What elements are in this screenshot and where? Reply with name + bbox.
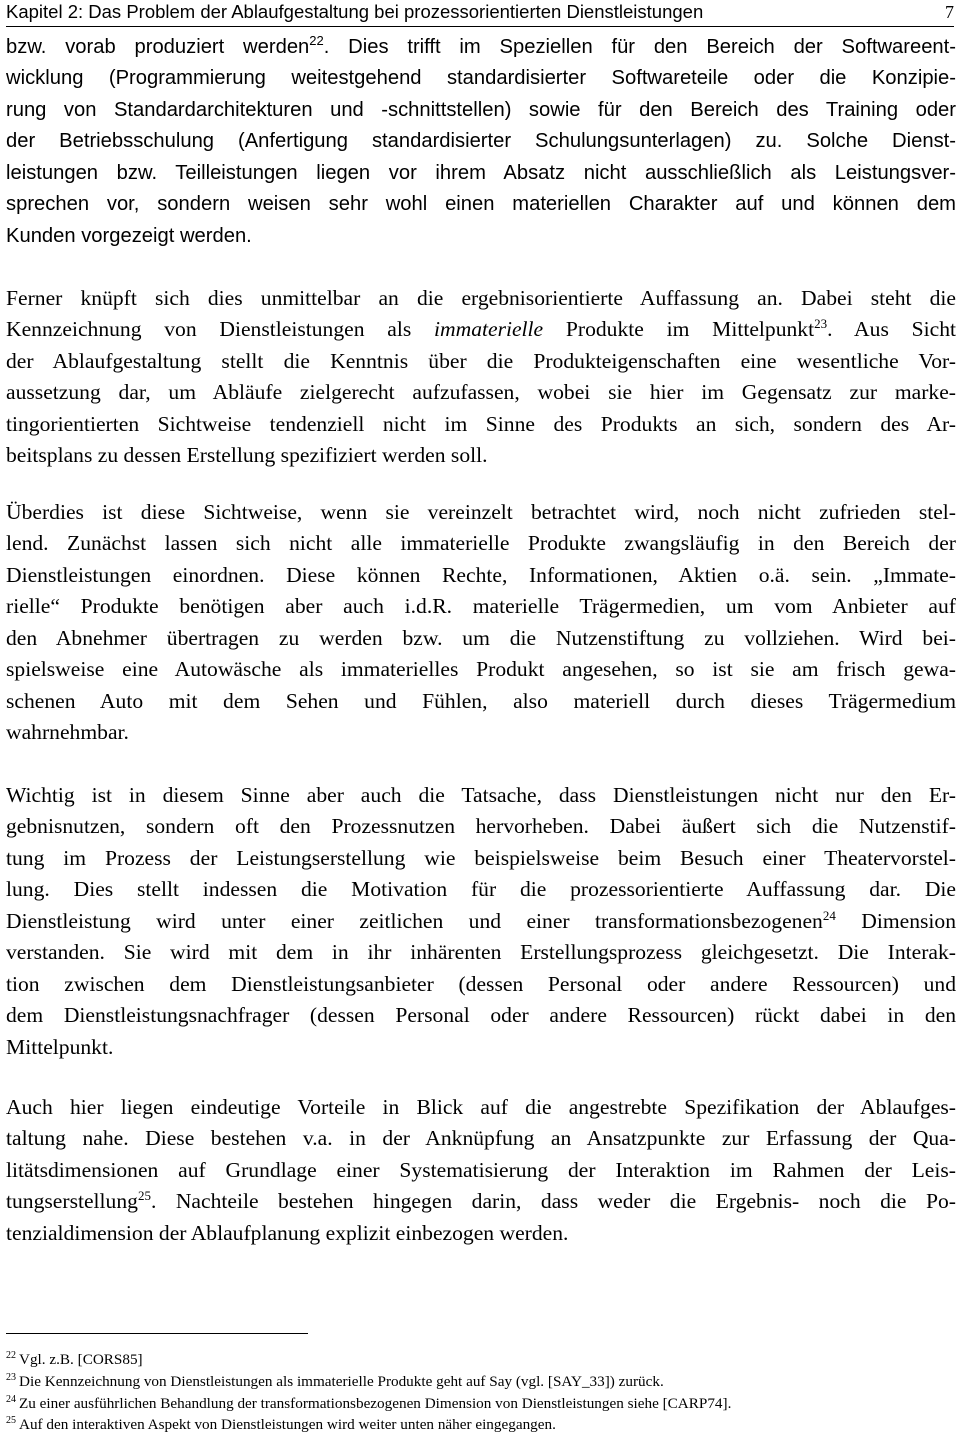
- footnotes: [6, 1349, 956, 1436]
- text-segment: tion zwischen dem Dienstleistungsanbieter (dessen Personal oder andere Ressourcen) und: [6, 971, 956, 996]
- text-segment: schenen Auto mit dem Sehen und Fühlen, also materiell durch dieses Trägermedium: [6, 688, 956, 713]
- text-line: [6, 314, 956, 345]
- text-segment: tung im Prozess der Leistungserstellung wie beispielsweise beim Besuch einer Theatervorstel-: [6, 845, 956, 870]
- footnote: [6, 1349, 956, 1371]
- footnote-text: Vgl. z.B. [CORS85]: [19, 1351, 143, 1368]
- footnote-text: Die Kennzeichnung von Dienstleistungen als immaterielle Produkte geht auf Say (vgl. [SAY_33]) zurück.: [19, 1372, 664, 1390]
- text-line: [6, 906, 956, 937]
- text-segment: Produkte im Mittelpunkt: [543, 317, 815, 342]
- paragraph: [6, 283, 956, 472]
- text-segment: wicklung (Programmierung weitestgehend standardisierter Softwareteile oder die Konzipie-: [6, 67, 956, 90]
- page-number: 7: [945, 2, 954, 22]
- text-segment: rung von Standardarchitekturen und -schnittstellen) sowie für den Bereich des Training oder: [6, 98, 956, 121]
- text-line: [6, 346, 956, 377]
- text-segment: Mittelpunkt.: [6, 1034, 114, 1059]
- text-segment: Kunden vorgezeigt werden.: [6, 224, 252, 247]
- text-segment: lung. Dies stellt indessen die Motivation für die prozessorientierte Auffassung dar. Die: [6, 877, 956, 902]
- text-line: [6, 283, 956, 314]
- text-line: [6, 1032, 956, 1063]
- text-line: [6, 189, 956, 220]
- paragraph: [6, 497, 956, 749]
- footnote-text: Auf den interaktiven Aspekt von Dienstleistungen wird weiter unten näher eingegangen.: [19, 1416, 556, 1434]
- text-line: [6, 497, 956, 528]
- footnote-ref: 22: [309, 33, 324, 48]
- text-segment: beitsplans zu dessen Erstellung spezifiziert werden soll.: [6, 443, 488, 468]
- text-segment: Dienstleistung wird unter einer zeitlichen und einer transformationsbezogenen: [6, 908, 823, 933]
- text-segment: verstanden. Sie wird mit dem in ihr inhärenten Erstellungsprozess gleichgesetzt. Die Interak-: [6, 940, 956, 965]
- text-segment: Überdies ist diese Sichtweise, wenn sie vereinzelt betrachtet wird, noch nicht zufrieden stel-: [6, 500, 956, 524]
- footnote-separator: [6, 1333, 308, 1334]
- text-segment: Dienstleistungen einordnen. Diese können Rechte, Informationen, Aktien o.ä. sein. „Immate-: [6, 562, 956, 587]
- footnote-number: 22: [6, 1350, 16, 1361]
- text-line: [6, 377, 956, 408]
- text-segment: den Abnehmer übertragen zu werden bzw. um die Nutzenstiftung zu vollziehen. Wird bei-: [6, 625, 956, 650]
- footnote: [6, 1371, 956, 1393]
- emphasized-text: immaterielle: [434, 317, 544, 342]
- text-line: [6, 686, 956, 717]
- text-segment: tenzialdimension der Ablaufplanung explizit einbezogen werden.: [6, 1220, 569, 1245]
- text-segment: . Aus Sicht: [827, 317, 956, 342]
- text-line: [6, 528, 956, 559]
- text-line: [6, 1092, 956, 1123]
- footnote-ref: 25: [137, 1188, 151, 1204]
- paragraph: [6, 32, 956, 252]
- running-header: [6, 0, 954, 27]
- text-segment: Ferner knüpft sich dies unmittelbar an die ergebnisorientierte Auffassung an. Dabei steht die: [6, 286, 956, 310]
- text-segment: bzw. vorab produziert werden: [6, 36, 310, 58]
- text-segment: Dimension: [835, 908, 956, 933]
- text-segment: leistungen bzw. Teilleistungen liegen vor ihrem Absatz nicht ausschließlich als Leistungsver-: [6, 161, 956, 184]
- text-line: [6, 874, 956, 905]
- text-line: [6, 409, 956, 440]
- footnote-text: Zu einer ausführlichen Behandlung der transformationsbezogenen Dimension von Dienstleistungen siehe [CARP74].: [19, 1394, 732, 1412]
- text-segment: . Nachteile bestehen hingegen darin, dass weder die Ergebnis- noch die Po-: [150, 1189, 956, 1214]
- text-line: [6, 32, 956, 63]
- footnote: [6, 1393, 956, 1415]
- text-line: [6, 1218, 956, 1249]
- text-line: [6, 969, 956, 1000]
- footnote-number: 25: [6, 1415, 16, 1427]
- text-segment: Kennzeichnung von Dienstleistungen als: [6, 317, 434, 342]
- footnote-number: 24: [6, 1393, 16, 1405]
- footnote-ref: 23: [814, 316, 828, 332]
- paragraph: [6, 1092, 956, 1249]
- text-segment: der Ablaufgestaltung stellt die Kenntnis über die Produkteigenschaften eine wesentliche Vor-: [6, 348, 956, 373]
- text-segment: rielle“ Produkte benötigen aber auch i.d.R. materielle Trägermedien, um vom Anbieter auf: [6, 594, 956, 619]
- text-line: [6, 591, 956, 622]
- text-line: [6, 221, 956, 252]
- text-line: [6, 158, 956, 189]
- text-line: [6, 780, 956, 811]
- text-line: [6, 1186, 956, 1217]
- text-line: [6, 937, 956, 968]
- text-segment: spielsweise eine Autowäsche als immaterielles Produkt angesehen, so ist sie am frisch gewa-: [6, 657, 956, 682]
- text-segment: gebnisnutzen, sondern oft den Prozessnutzen hervorheben. Dabei äußert sich die Nutzenstif-: [6, 814, 956, 839]
- text-line: [6, 95, 956, 126]
- text-line: [6, 1000, 956, 1031]
- text-segment: litätsdimensionen auf Grundlage einer Systematisierung der Interaktion im Rahmen der Leis-: [6, 1157, 956, 1182]
- text-line: [6, 1123, 956, 1154]
- text-segment: Auch hier liegen eindeutige Vorteile in Blick auf die angestrebte Spezifikation der Ablaufges-: [6, 1095, 956, 1119]
- text-line: [6, 717, 956, 748]
- text-segment: aussetzung dar, um Abläufe zielgerecht aufzufassen, wobei sie hier im Gegensatz zur marke-: [6, 380, 956, 405]
- text-segment: taltung nahe. Diese bestehen v.a. in der Anknüpfung an Ansatzpunkte zur Erfassung der Qua-: [6, 1126, 956, 1151]
- footnote-ref: 24: [822, 907, 836, 923]
- text-line: [6, 654, 956, 685]
- text-segment: dem Dienstleistungsnachfrager (dessen Personal oder andere Ressourcen) rückt dabei in den: [6, 1003, 956, 1028]
- text-line: [6, 623, 956, 654]
- text-segment: Wichtig ist in diesem Sinne aber auch die Tatsache, dass Dienstleistungen nicht nur den Er-: [6, 783, 956, 807]
- text-line: [6, 440, 956, 471]
- text-line: [6, 843, 956, 874]
- text-line: [6, 63, 956, 94]
- text-segment: tungserstellung: [6, 1189, 138, 1214]
- paragraph: [6, 780, 956, 1063]
- text-line: [6, 811, 956, 842]
- chapter-title: Kapitel 2: Das Problem der Ablaufgestaltung bei prozessorientierten Dienstleistungen: [6, 1, 704, 22]
- text-segment: wahrnehmbar.: [6, 720, 129, 745]
- text-segment: lend. Zunächst lassen sich nicht alle immaterielle Produkte zwangsläufig in den Bereich der: [6, 531, 956, 556]
- text-line: [6, 560, 956, 591]
- text-line: [6, 1155, 956, 1186]
- footnote: [6, 1414, 956, 1436]
- footnote-number: 23: [6, 1371, 16, 1383]
- text-segment: tingorientierten Sichtweise tendenziell nicht im Sinne des Produkts an sich, sondern des Ar-: [6, 411, 956, 436]
- text-line: [6, 126, 956, 157]
- text-segment: sprechen vor, sondern weisen sehr wohl einen materiellen Charakter auf und können dem: [6, 193, 956, 216]
- text-segment: der Betriebsschulung (Anfertigung standardisierter Schulungsunterlagen) zu. Solche Dienst-: [6, 130, 956, 153]
- text-segment: . Dies trifft im Speziellen für den Bereich der Softwareent-: [323, 36, 956, 58]
